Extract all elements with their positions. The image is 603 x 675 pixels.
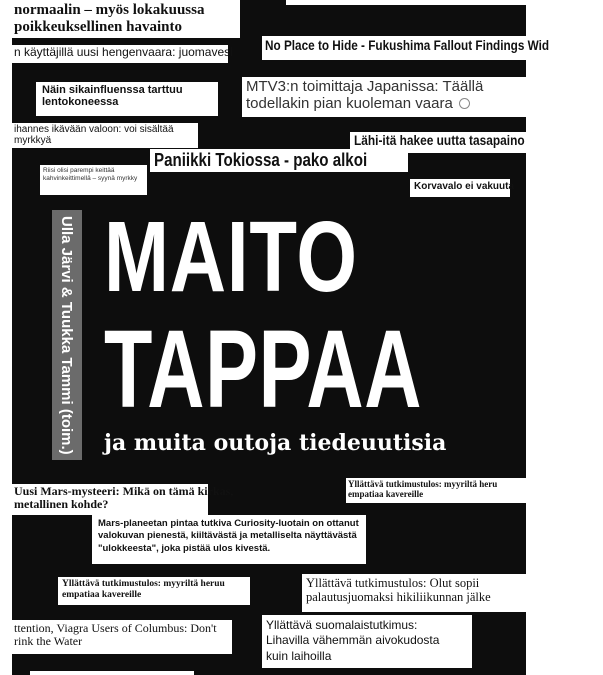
clipping-mtv3-line2-text: todellakin pian kuoleman vaara (246, 94, 453, 112)
clipping-lihavilla-line1: Yllättävä suomalaistutkimus: (266, 618, 418, 632)
clipping-mars-line1: Uusi Mars-mysteeri: Mikä on tämä kirkas, (14, 484, 234, 498)
title-line2: TAPPAA (104, 308, 423, 431)
clipping-viagra-line1: ttention, Viagra Users of Columbus: Don't (14, 621, 217, 635)
clipping-mtv3-line1: MTV3:n toimittaja Japanissa: Täällä (246, 78, 484, 95)
clipping-riisi (40, 165, 147, 195)
clipping-paniikki-text: Paniikki Tokiossa - pako alkoi (154, 150, 368, 170)
clipping-myyrilta-right-line2: empatiaa kavereille (348, 489, 424, 500)
clipping-olut-line2: palautusjuomaksi hikiliikunnan jälke (306, 590, 491, 604)
authors-band (52, 210, 82, 460)
clipping-myyrilta-right (346, 478, 528, 503)
clipping-valoon-line1: ihannes ikävään valoon: voi sisältää (14, 124, 174, 135)
clipping-myyrilta-right-line1: Yllättävä tutkimustulos: myyriltä heru (348, 479, 498, 489)
clipping-lihavilla-line3: kuin laihoilla (266, 648, 332, 663)
authors: Ulla Järvi & Tuukka Tammi (toim.) (58, 216, 75, 455)
clipping-olut (302, 574, 530, 612)
clipping-mtv3-line2 (246, 96, 530, 113)
clipping-fukushima (262, 36, 550, 60)
clipping-bottom-strip (30, 671, 194, 675)
clipping-curiosity (92, 515, 366, 564)
clipping-top (12, 0, 240, 38)
clipping-mars (12, 484, 234, 515)
clipping-paniikki (150, 149, 408, 172)
clipping-sikainfluenssa (36, 82, 218, 116)
clipping-riisi-text: Riisi olisi parempi keittää kahvinkeittimellä – syynä myrkky (43, 167, 138, 182)
clipping-korvavalo: Korvavalo ei vakuuta (410, 179, 510, 197)
clipping-valoon-line2: myrkkyä (14, 135, 52, 147)
clipping-mars-line2: metallinen kohde? (14, 497, 109, 512)
clipping-mtv3 (242, 77, 530, 117)
clipping-olut-line1: Yllättävä tutkimustulos: Olut sopii (306, 576, 480, 590)
clipping-sikainfluenssa-text: Näin sikainfluenssa tarttuu lentokoneessa (42, 84, 183, 109)
subtitle: ja muita outoja tiedeuutisia (104, 430, 447, 456)
clipping-lihavilla-line2: Lihavilla vähemmän aivokudosta (266, 633, 440, 648)
title-line1: MAITO (104, 201, 358, 313)
clipping-lihavilla (262, 615, 472, 668)
clipping-viagra-line2: rink the Water (14, 634, 83, 649)
clipping-lahi-ita-text: Lähi-itä hakee uutta tasapaino (354, 132, 525, 148)
clipping-curiosity-text: Mars-planeetan pintaa tutkiva Curiosity-luotain on ottanut valokuvan pienestä, kiiltävästä ja metalliselta näyttävästä "ulokkeesta", joka pistää ulos kivestä. (98, 518, 359, 554)
clipping-viagra (12, 620, 232, 654)
clipping-fukushima-text: No Place to Hide - Fukushima Fallout Findings Wid (265, 37, 550, 53)
clipping-juomavesi: n käyttäjillä uusi hengenvaara: juomavesi (12, 45, 228, 63)
clipping-valoon (12, 123, 198, 148)
clipping-myyrilta-left-line1: Yllättävä tutkimustulos: myyriltä heruu (62, 579, 225, 589)
clipping-top-line2: poikkeuksellinen havainto (14, 18, 182, 35)
share-icon (459, 98, 470, 109)
clipping-myyrilta-left-line2: empatiaa kavereille (62, 589, 142, 600)
clipping-myyrilta-left (58, 577, 250, 605)
clipping-top-line1: normaalin – myös lokakuussa (14, 2, 205, 18)
clipping-top-right-strip (286, 0, 526, 5)
